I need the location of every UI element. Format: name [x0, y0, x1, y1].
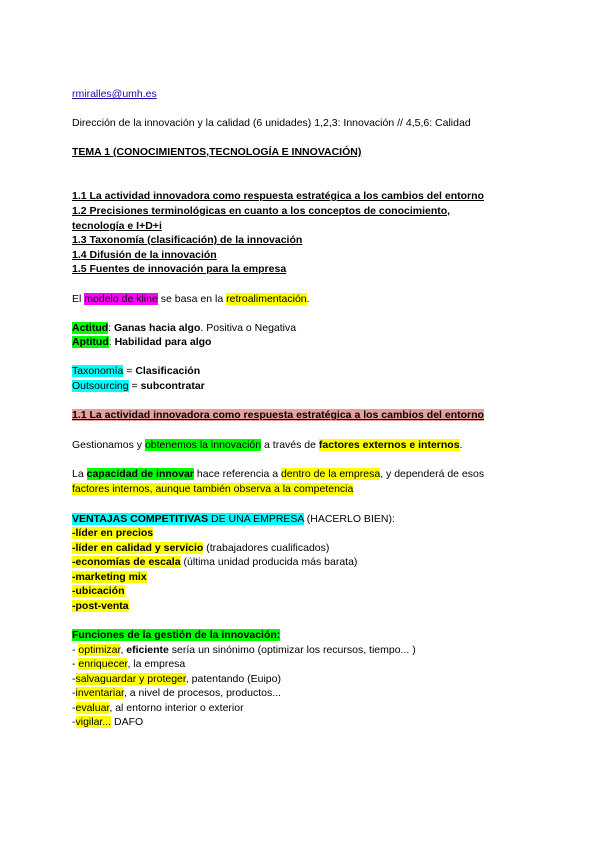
course-line: Dirección de la innovación y la calidad (6 unidades) 1,2,3: Innovación // 4,5,6: Calidad	[72, 117, 471, 129]
ventaja-item: -líder en precios	[72, 527, 154, 539]
ventaja-item: -marketing mix	[72, 571, 147, 583]
funcion-item: - optimizar, eficiente sería un sinónimo (optimizar los recursos, tiempo... )	[72, 644, 416, 656]
ventaja-item: -líder en calidad y servicio (trabajadores cualificados)	[72, 542, 330, 554]
funcion-item: - enriquecer, la empresa	[72, 658, 186, 670]
aptitud-line: Aptitud: Habilidad para algo	[72, 336, 212, 348]
highlight-retroalimentacion: retroalimentación	[226, 293, 307, 305]
taxonomia-term: Taxonomía	[72, 365, 124, 377]
toc-item-3: 1.3 Taxonomía (clasificación) de la innovación	[72, 234, 303, 246]
ventaja-item: -economías de escala (última unidad producida más barata)	[72, 556, 358, 568]
ventaja-item: -post-venta	[72, 600, 129, 612]
toc-item-5: 1.5 Fuentes de innovación para la empresa	[72, 263, 287, 275]
outsourcing-line: Outsourcing = subcontratar	[72, 380, 205, 392]
highlight-dentro-empresa: dentro de la empresa	[280, 468, 381, 480]
aptitud-term: Aptitud	[72, 336, 109, 348]
capacidad-line: La capacidad de innovar hace referencia a dentro de la empresa, y dependerá de esos	[72, 468, 485, 480]
highlight-modelo-kline: modelo de kline	[84, 293, 158, 305]
email-link[interactable]: rmiralles@umh.es	[72, 88, 157, 100]
kline-line: El modelo de kline se basa en la retroalimentación.	[72, 293, 310, 305]
highlight-obtenemos: obtenemos la innovación	[144, 439, 262, 451]
taxonomia-line: Taxonomía = Clasificación	[72, 365, 201, 377]
toc-item-2-cont: tecnología e I+D+i	[72, 220, 162, 232]
tema-title: TEMA 1 (CONOCIMIENTOS,TECNOLOGÍA E INNOVACIÓN)	[72, 146, 362, 158]
ventaja-item: -ubicación	[72, 585, 125, 597]
highlight-factores: factores externos e internos	[318, 439, 460, 451]
gestionamos-line: Gestionamos y obtenemos la innovación a través de factores externos e internos.	[72, 439, 463, 451]
actitud-line: Actitud: Ganas hacia algo. Positiva o Negativa	[72, 322, 297, 334]
funcion-item: -vigilar... DAFO	[72, 716, 144, 728]
section-heading: 1.1 La actividad innovadora como respuesta estratégica a los cambios del entorno	[72, 409, 484, 421]
toc-item-1: 1.1 La actividad innovadora como respuesta estratégica a los cambios del entorno	[72, 190, 484, 202]
outsourcing-term: Outsourcing	[72, 380, 129, 392]
toc-item-4: 1.4 Difusión de la innovación	[72, 249, 217, 261]
toc-item-2: 1.2 Precisiones terminológicas en cuanto a los conceptos de conocimiento,	[72, 205, 451, 217]
capacidad-line-2: factores internos, aunque también observa a la competencia	[72, 483, 354, 495]
highlight-capacidad: capacidad de innovar	[86, 468, 194, 480]
funcion-item: -inventariar, a nivel de procesos, productos...	[72, 687, 281, 699]
funcion-item: -evaluar, al entorno interior o exterior	[72, 702, 244, 714]
actitud-term: Actitud	[72, 322, 109, 334]
funciones-heading: Funciones de la gestión de la innovación:	[72, 629, 281, 641]
ventajas-heading: VENTAJAS COMPETITIVAS DE UNA EMPRESA (HACERLO BIEN):	[72, 513, 395, 525]
funcion-item: -salvaguardar y proteger, patentando (Euipo)	[72, 673, 281, 685]
